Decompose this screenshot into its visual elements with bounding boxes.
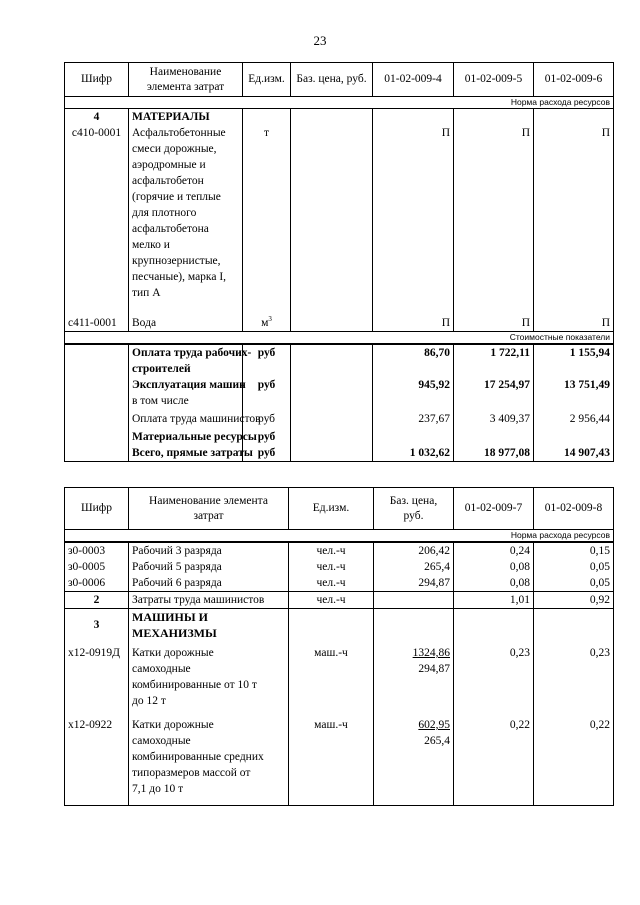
machine-price-operator: 294,87 xyxy=(418,663,450,675)
operators-row xyxy=(65,592,614,609)
material-value: П xyxy=(373,315,454,332)
cost-name: Материальные ресурсы xyxy=(129,429,243,445)
cost-price xyxy=(291,344,373,377)
cost-value: 14 907,43 xyxy=(534,445,614,462)
cost-value: 86,70 xyxy=(373,344,454,377)
section-title-line: МЕХАНИЗМЫ xyxy=(132,626,217,640)
cost-value: 237,67 xyxy=(373,409,454,429)
machine-name-line: Катки дорожные xyxy=(132,647,214,659)
cost-code xyxy=(65,393,129,409)
cost-price xyxy=(291,445,373,462)
material-price xyxy=(291,109,373,316)
page-number: 23 xyxy=(313,33,327,48)
operators-name: Затраты труда машинистов xyxy=(129,592,289,609)
cost-row xyxy=(65,445,614,462)
cost-code xyxy=(65,377,129,393)
machine-name-line: до 12 т xyxy=(132,695,166,707)
cost-unit xyxy=(243,393,291,409)
col-name-header: Наименование элемента затрат xyxy=(129,63,243,97)
cost-price xyxy=(291,377,373,393)
worker-code: з0-0006 xyxy=(65,575,129,592)
material-value: П xyxy=(534,315,614,332)
machine-name xyxy=(129,717,289,806)
cost-code xyxy=(65,409,129,429)
cost-value: 3 409,37 xyxy=(454,409,534,429)
section-code-text: 4 xyxy=(93,111,100,123)
header-row xyxy=(65,488,614,530)
cost-name: в том числе xyxy=(129,393,243,409)
machine-unit: маш.-ч xyxy=(289,641,374,717)
material-name: Вода xyxy=(129,315,243,332)
material-name-line: асфальтобетона xyxy=(132,223,209,235)
material-price xyxy=(291,315,373,332)
col-price-header: Баз. цена, руб. xyxy=(374,488,454,530)
material-unit-text: т xyxy=(263,127,270,139)
cost-label: Стоимостные показатели xyxy=(65,332,614,345)
material-value xyxy=(373,109,454,316)
cost-value: 17 254,97 xyxy=(454,377,534,393)
material-name-line: (горячие и теплые xyxy=(132,191,221,203)
section-title-line: МАШИНЫ И xyxy=(132,610,208,624)
cost-value xyxy=(373,393,454,409)
material-value xyxy=(454,109,534,316)
material-name-line: Асфальтобетонные xyxy=(132,127,226,139)
col-code-header: Шифр xyxy=(65,488,129,530)
cost-row xyxy=(65,429,614,445)
machine-unit: маш.-ч xyxy=(289,717,374,806)
material-name-line: смеси дорожные, xyxy=(132,143,217,155)
worker-unit: чел.-ч xyxy=(289,559,374,575)
cost-unit: руб xyxy=(243,445,291,462)
material-value xyxy=(534,109,614,316)
col-norm2-header: 01-02-009-8 xyxy=(534,488,614,530)
worker-price: 206,42 xyxy=(374,542,454,559)
machine-name-line: самоходные xyxy=(132,735,191,747)
machine-name-line: 7,1 до 10 т xyxy=(132,783,184,795)
col-code-header: Шифр xyxy=(65,63,129,97)
cost-row xyxy=(65,393,614,409)
material-unit xyxy=(243,315,291,332)
norm-label: Норма расхода ресурсов xyxy=(65,530,614,543)
material-value-text: П xyxy=(441,127,450,139)
cost-row xyxy=(65,344,614,377)
col-norm1-header: 01-02-009-7 xyxy=(454,488,534,530)
worker-name: Рабочий 3 разряда xyxy=(129,542,289,559)
worker-row xyxy=(65,575,614,592)
cost-value xyxy=(373,429,454,445)
cost-name xyxy=(129,344,252,377)
machine-name xyxy=(129,641,289,717)
cost-name: Всего, прямые затраты xyxy=(129,445,243,462)
section-code xyxy=(65,109,129,316)
operators-price xyxy=(374,592,454,609)
machines-section-price xyxy=(374,609,454,642)
cost-unit: руб xyxy=(243,409,291,429)
machine-price xyxy=(374,717,454,806)
cost-name: Эксплуатация машин xyxy=(129,377,243,393)
material-unit xyxy=(243,109,291,316)
worker-value: 0,24 xyxy=(454,542,534,559)
col-name-header: Наименование элемента затрат xyxy=(129,488,289,530)
machine-value: 0,23 xyxy=(534,641,614,717)
machines-section-value xyxy=(534,609,614,642)
material-name-line: мелко и xyxy=(132,239,170,251)
material-value: П xyxy=(454,315,534,332)
machine-row xyxy=(65,717,614,806)
machine-value: 0,22 xyxy=(534,717,614,806)
cost-value: 945,92 xyxy=(373,377,454,393)
material-code: с411-0001 xyxy=(65,315,129,332)
cost-label-row xyxy=(65,332,614,345)
machines-section-value xyxy=(454,609,534,642)
machine-value: 0,22 xyxy=(454,717,534,806)
machine-code: х12-0919Д xyxy=(65,641,129,717)
cost-value: 18 977,08 xyxy=(454,445,534,462)
machine-price-text: 602,95 xyxy=(418,719,450,731)
cost-value: 1 722,11 xyxy=(454,344,534,377)
cost-value xyxy=(454,393,534,409)
operators-value: 1,01 xyxy=(454,592,534,609)
cost-value: 13 751,49 xyxy=(534,377,614,393)
machine-code: х12-0922 xyxy=(65,717,129,806)
cost-unit: руб xyxy=(243,344,291,377)
material-name-line: для плотного xyxy=(132,207,197,219)
machine-name-line: комбинированные средних xyxy=(132,751,264,763)
section-title: МАТЕРИАЛЫ xyxy=(132,111,210,123)
material-name-cell xyxy=(129,109,243,316)
cost-code xyxy=(65,445,129,462)
col-norm1-header: 01-02-009-4 xyxy=(373,63,454,97)
cost-unit: руб xyxy=(243,377,291,393)
worker-value: 0,05 xyxy=(534,575,614,592)
machine-value: 0,23 xyxy=(454,641,534,717)
machine-name-line: самоходные xyxy=(132,663,191,675)
material-name-line: песчаные), марка I, xyxy=(132,271,227,283)
machines-section-code: 3 xyxy=(65,609,129,642)
worker-value: 0,08 xyxy=(454,559,534,575)
norm-label: Норма расхода ресурсов xyxy=(65,97,614,109)
worker-code: з0-0003 xyxy=(65,542,129,559)
material-row xyxy=(65,315,614,332)
norm-label-row xyxy=(65,530,614,543)
machine-price xyxy=(374,641,454,717)
cost-value xyxy=(534,393,614,409)
machines-section-title xyxy=(129,609,289,642)
material-code: с410-0001 xyxy=(71,127,122,139)
header-row xyxy=(65,63,614,97)
col-unit-header: Ед.изм. xyxy=(289,488,374,530)
worker-name: Рабочий 6 разряда xyxy=(129,575,289,592)
cost-value xyxy=(454,429,534,445)
cost-name-line: Оплата труда рабочих- xyxy=(132,347,252,359)
cost-price xyxy=(291,393,373,409)
worker-value: 0,15 xyxy=(534,542,614,559)
cost-value xyxy=(534,429,614,445)
cost-row xyxy=(65,409,614,429)
worker-unit: чел.-ч xyxy=(289,575,374,592)
cost-value: 2 956,44 xyxy=(534,409,614,429)
machine-row xyxy=(65,641,614,717)
worker-value: 0,08 xyxy=(454,575,534,592)
cost-value: 1 155,94 xyxy=(534,344,614,377)
cost-price xyxy=(291,429,373,445)
worker-name: Рабочий 5 разряда xyxy=(129,559,289,575)
machine-name-line: типоразмеров массой от xyxy=(132,767,251,779)
material-value-text: П xyxy=(601,127,610,139)
material-name-line: асфальтобетон xyxy=(132,175,204,187)
cost-price xyxy=(291,409,373,429)
col-norm2-header: 01-02-009-5 xyxy=(454,63,534,97)
section-row xyxy=(65,109,614,316)
col-norm3-header: 01-02-009-6 xyxy=(534,63,614,97)
worker-price: 265,4 xyxy=(374,559,454,575)
worker-price: 294,87 xyxy=(374,575,454,592)
worker-unit: чел.-ч xyxy=(289,542,374,559)
operators-unit: чел.-ч xyxy=(289,592,374,609)
machines-section-unit xyxy=(289,609,374,642)
cost-code xyxy=(65,344,129,377)
cost-unit: руб xyxy=(243,429,291,445)
machine-name-line: Катки дорожные xyxy=(132,719,214,731)
machine-price-text: 1324,86 xyxy=(412,647,450,659)
col-price-header: Баз. цена, руб. xyxy=(291,63,373,97)
col-unit-header: Ед.изм. xyxy=(243,63,291,97)
operators-value: 0,92 xyxy=(534,592,614,609)
resource-table-2 xyxy=(64,487,614,806)
cost-row xyxy=(65,377,614,393)
norm-label-row xyxy=(65,97,614,109)
resource-table-1 xyxy=(64,62,614,462)
machines-section-row xyxy=(65,609,614,642)
material-name-line: аэродромные и xyxy=(132,159,206,171)
cost-value: 1 032,62 xyxy=(373,445,454,462)
worker-code: з0-0005 xyxy=(65,559,129,575)
worker-value: 0,05 xyxy=(534,559,614,575)
unit-superscript: 3 xyxy=(268,315,272,324)
material-name-line: крупнозернистые, xyxy=(132,255,221,267)
cost-name-line: строителей xyxy=(132,363,191,375)
worker-row xyxy=(65,542,614,559)
cost-code xyxy=(65,429,129,445)
unit-base: м xyxy=(261,317,269,329)
machine-price-operator: 265,4 xyxy=(424,735,450,747)
worker-row xyxy=(65,559,614,575)
material-name-line: тип А xyxy=(132,287,161,299)
operators-code: 2 xyxy=(65,592,129,609)
cost-name: Оплата труда машинистов xyxy=(129,409,243,429)
machine-name-line: комбинированные от 10 т xyxy=(132,679,257,691)
material-value-text: П xyxy=(521,127,530,139)
